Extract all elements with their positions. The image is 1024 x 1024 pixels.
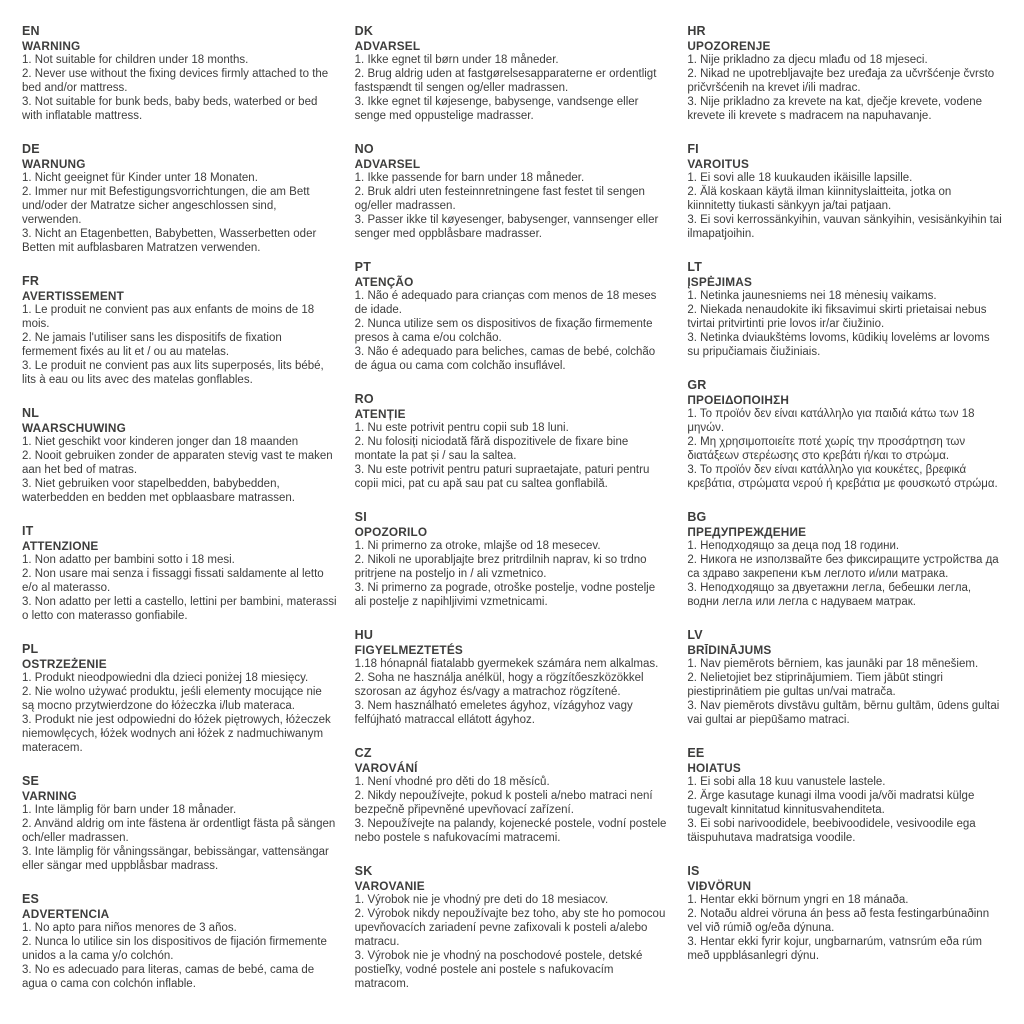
warning-item: 3. Výrobok nie je vhodný na poschodové postele, detské postieľky, vodné postele ani postele s nafukovacím matracom. — [354, 950, 643, 990]
warning-item: 2. Soha ne használja anélkül, hogy a rögzítőeszközökkel szorosan az ágyhoz és/vagy a matrachoz rögzítené. — [354, 672, 644, 698]
warning-item: 2. Ne jamais l'utiliser sans les dispositifs de fixation fermement fixés au lit et / ou au matelas. — [22, 332, 282, 358]
language-code: NO — [354, 142, 374, 156]
warning-item: 2. Nikdy nepoužívejte, pokud k posteli a/nebo matraci není bezpečně připevněné upevňovací zařízení. — [354, 790, 653, 816]
language-section-pt — [355, 260, 670, 373]
language-section-ro — [355, 392, 670, 491]
warning-title: ATTENZIONE — [22, 539, 99, 553]
warning-title: WARNUNG — [22, 157, 86, 171]
warning-title: ATENÇÃO — [354, 275, 414, 289]
language-section-es — [22, 892, 337, 991]
warning-item: 2. Μη χρησιμοποιείτε ποτέ χωρίς την προσάρτηση των διατάξεων στερέωσης στο κρεβάτι ή/και το στρώμα. — [687, 436, 966, 462]
warning-item: 1. Non adatto per bambini sotto i 18 mesi. — [22, 554, 235, 566]
language-code: NL — [22, 406, 40, 420]
warning-title: VAROVANIE — [354, 879, 425, 893]
language-code: IS — [687, 864, 700, 878]
language-section-en — [22, 24, 337, 123]
warning-title: FIGYELMEZTETÉS — [354, 643, 463, 657]
warning-item: 1. Ei sobi alla 18 kuu vanustele lastele. — [687, 776, 886, 788]
warning-title: VARNING — [22, 789, 77, 803]
warning-item: 1. Ei sovi alle 18 kuukauden ikäisille lapsille. — [687, 172, 913, 184]
language-code: LT — [687, 260, 703, 274]
language-section-si — [355, 510, 670, 609]
warning-item: 2. Nu folosiți niciodată fără dispozitivele de fixare bine montate la pat și / sau la saltea. — [354, 436, 629, 462]
warning-item: 3. No es adecuado para literas, camas de bebé, cama de agua o cama con colchón inflable. — [22, 964, 315, 990]
language-section-ee — [687, 746, 1002, 845]
language-section-cz — [355, 746, 670, 845]
language-section-it — [22, 524, 337, 623]
warning-title: ADVERTENCIA — [22, 907, 110, 921]
warning-item: 1. Hentar ekki börnum yngri en 18 mánaða. — [687, 894, 909, 906]
warning-item: 2. Nunca lo utilice sin los dispositivos de fijación firmemente unidos a la cama y/o colchón. — [22, 936, 327, 962]
warning-item: 1. Το προϊόν δεν είναι κατάλληλο για παιδιά κάτω των 18 μηνών. — [687, 408, 975, 434]
warning-item: 2. Nikoli ne uporabljajte brez pritrdilnih naprav, ki so trdno pritrjene na posteljo in / ali vzmetnico. — [354, 554, 647, 580]
language-code: LV — [687, 628, 703, 642]
warning-item: 1. Ikke passende for barn under 18 måneder. — [354, 172, 585, 184]
warning-title: ADVARSEL — [354, 157, 421, 171]
warning-item: 2. Nie wolno używać produktu, jeśli elementy mocujące nie są mocno przytwierdzone do łóżeczka i/lub materaca. — [22, 686, 322, 712]
language-code: EN — [22, 24, 40, 38]
column-1 — [22, 24, 337, 1010]
warning-item: 3. Ni primerno za pograde, otroške postelje, vodne postelje ali postelje z napihljivimi vzmetnicami. — [354, 582, 656, 608]
language-section-de — [22, 142, 337, 255]
warning-title: BRĪDINĀJUMS — [687, 643, 772, 657]
warning-item: 3. Hentar ekki fyrir kojur, ungbarnarúm, vatnsrúm eða rúm með uppblásanlegri dýnu. — [687, 936, 982, 962]
warning-item: 1.18 hónapnál fiatalabb gyermekek számára nem alkalmas. — [354, 658, 659, 670]
warning-title: ĮSPĖJIMAS — [687, 275, 753, 289]
warning-title: OPOZORILO — [354, 525, 428, 539]
warning-item: 3. Ikke egnet til køjesenge, babysenge, vandsenge eller senge med oppustelige madrasser. — [354, 96, 639, 122]
warning-item: 3. Le produit ne convient pas aux lits superposés, lits bébé, lits à eau ou lits avec des matelas gonflables. — [22, 360, 324, 386]
language-code: IT — [22, 524, 34, 538]
warning-item: 3. Nije prikladno za krevete na kat, dječje krevete, vodene krevete ili krevete s madracem na napuhavanje. — [687, 96, 983, 122]
language-code: FR — [22, 274, 40, 288]
warning-item: 3. Nav piemērots divstāvu gultām, bērnu gultām, ūdens gultai vai gultai ar piepūšamo matraci. — [687, 700, 1000, 726]
language-code: SK — [354, 864, 373, 878]
language-section-fi — [687, 142, 1002, 241]
column-3 — [687, 24, 1002, 982]
language-section-is — [687, 864, 1002, 963]
warning-title: HOIATUS — [687, 761, 741, 775]
language-section-dk — [355, 24, 670, 123]
language-code: SE — [22, 774, 40, 788]
warning-title: UPOZORENJE — [687, 39, 771, 53]
warning-item: 2. Never use without the fixing devices firmly attached to the bed and/or mattress. — [22, 68, 329, 94]
warning-item: 1. Nije prikladno za djecu mlađu od 18 mjeseci. — [687, 54, 928, 66]
warning-item: 1. Ni primerno za otroke, mlajše od 18 mesecev. — [354, 540, 601, 552]
language-section-hr — [687, 24, 1002, 123]
warning-item: 2. Bruk aldri uten festeinnretningene fast festet til sengen og/eller madrassen. — [354, 186, 645, 212]
language-code: FI — [687, 142, 699, 156]
warning-item: 3. Неподходящо за двуетажни легла, бебешки легла, водни легла или легла с надуваем матрак. — [687, 582, 972, 608]
language-code: ES — [22, 892, 40, 906]
warning-item: 3. Nepoužívejte na palandy, kojenecké postele, vodní postele nebo postele s nafukovacími matracemi. — [354, 818, 667, 844]
warning-item: 2. Nooit gebruiken zonder de apparaten stevig vast te maken aan het bed of matras. — [22, 450, 333, 476]
warning-item: 2. Niekada nenaudokite iki fiksavimui skirti prietaisai nebus tvirtai pritvirtinti prie lovos ir/ar čiužinio. — [687, 304, 987, 330]
warning-item: 1. Niet geschikt voor kinderen jonger dan 18 maanden — [22, 436, 299, 448]
warning-title: ПРЕДУПРЕЖДЕНИЕ — [687, 525, 807, 539]
warning-item: 3. Ei sobi narivoodidele, beebivoodidele, vesivoodile ega täispuhutava madratsiga voodile. — [687, 818, 976, 844]
warning-item: 3. Netinka dviaukštėms lovoms, kūdikių lovelėms ar lovoms su pripučiamais čiužiniais. — [687, 332, 990, 358]
warning-item: 2. Notaðu aldrei vöruna án þess að festa festingarbúnaðinn vel við rúmið og/eða dýnuna. — [687, 908, 990, 934]
warning-item: 1. Výrobok nie je vhodný pre deti do 18 mesiacov. — [354, 894, 609, 906]
warning-title: ADVARSEL — [354, 39, 421, 53]
warning-item: 1. Není vhodné pro děti do 18 měsíců. — [354, 776, 550, 788]
warning-item: 1. No apto para niños menores de 3 años. — [22, 922, 237, 934]
language-code: RO — [354, 392, 374, 406]
language-code: BG — [687, 510, 707, 524]
warning-item: 1. Nicht geeignet für Kinder unter 18 Monaten. — [22, 172, 258, 184]
language-section-gr — [687, 378, 1002, 491]
warning-title: AVERTISSEMENT — [22, 289, 125, 303]
warning-item: 1. Le produit ne convient pas aux enfants de moins de 18 mois. — [22, 304, 315, 330]
warning-item: 1. Not suitable for children under 18 months. — [22, 54, 249, 66]
warning-item: 2. Älä koskaan käytä ilman kiinnityslaitteita, jotka on kiinnitetty tiukasti sänkyyn ja/tai patjaan. — [687, 186, 952, 212]
language-section-no — [355, 142, 670, 241]
warning-title: OSTRZEŻENIE — [22, 657, 107, 671]
language-section-sk — [355, 864, 670, 991]
warning-item: 3. Το προϊόν δεν είναι κατάλληλο για κουκέτες, βρεφικά κρεβάτια, στρώματα νερού ή κρεβάτια με φουσκωτό στρώμα. — [687, 464, 998, 490]
language-code: DE — [22, 142, 40, 156]
language-section-lt — [687, 260, 1002, 359]
warning-item: 2. Nikad ne upotrebljavajte bez uređaja za učvršćenje čvrsto pričvršćenih na krevet i/ili madrac. — [687, 68, 995, 94]
warning-title: WARNING — [22, 39, 81, 53]
warning-item: 3. Nu este potrivit pentru paturi supraetajate, paturi pentru copii mici, pat cu apă sau pat cu saltea gonflabilă. — [354, 464, 650, 490]
warning-title: VAROITUS — [687, 157, 750, 171]
warning-item: 2. Nunca utilize sem os dispositivos de fixação firmemente presos à cama e/ou colchão. — [354, 318, 653, 344]
warning-item: 2. Ärge kasutage kunagi ilma voodi ja/või madratsi külge tugevalt kinnitatud kinnitusvahenditeta. — [687, 790, 975, 816]
warning-item: 1. Ikke egnet til børn under 18 måneder. — [354, 54, 559, 66]
language-code: GR — [687, 378, 707, 392]
warning-item: 3. Non adatto per letti a castello, lettini per bambini, materassi o letto con materasso gonfiabile. — [22, 596, 337, 622]
warning-item: 3. Produkt nie jest odpowiedni do łóżek piętrowych, łóżeczek niemowlęcych, łóżek wodnych ani łóżek z nadmuchiwanym materacem. — [22, 714, 331, 754]
language-code: PT — [354, 260, 372, 274]
warning-item: 1. Netinka jaunesniems nei 18 mėnesių vaikams. — [687, 290, 937, 302]
column-2 — [355, 24, 670, 1010]
language-code: EE — [687, 746, 705, 760]
language-code: PL — [22, 642, 39, 656]
language-code: HR — [687, 24, 706, 38]
warning-item: 3. Nem használható emeletes ágyhoz, vízágyhoz vagy felfújható matraccal ellátott ágyhoz. — [354, 700, 633, 726]
warning-item: 3. Passer ikke til køyesenger, babysenger, vannsenger eller senger med oppblåsbare madrasser. — [354, 214, 659, 240]
language-code: SI — [354, 510, 367, 524]
warning-item: 1. Неподходящо за деца под 18 години. — [687, 540, 900, 552]
warning-title: ATENȚIE — [354, 407, 406, 421]
warning-item: 2. Non usare mai senza i fissaggi fissati saldamente al letto e/o al materasso. — [22, 568, 324, 594]
warning-item: 3. Ei sovi kerrossänkyihin, vauvan sänkyihin, vesisänkyihin tai ilmapatjoihin. — [687, 214, 1002, 240]
warning-item: 3. Niet gebruiken voor stapelbedden, babybedden, waterbedden en bedden met opblaasbare matrassen. — [22, 478, 295, 504]
warning-item: 1. Inte lämplig för barn under 18 månader. — [22, 804, 237, 816]
language-section-lv — [687, 628, 1002, 727]
warning-item: 1. Não é adequado para crianças com menos de 18 meses de idade. — [354, 290, 657, 316]
warning-title: VIÐVÖRUN — [687, 879, 752, 893]
warning-title: WAARSCHUWING — [22, 421, 126, 435]
warning-item: 2. Nelietojiet bez stiprinājumiem. Tiem jābūt stingri piestiprinātiem pie gultas un/vai matrača. — [687, 672, 943, 698]
warning-item: 2. Använd aldrig om inte fästena är ordentligt fästa på sängen och/eller madrassen. — [22, 818, 336, 844]
warning-title: ΠΡΟΕΙΔΟΠΟΙΗΣΗ — [687, 393, 790, 407]
language-section-se — [22, 774, 337, 873]
language-section-bg — [687, 510, 1002, 609]
language-code: HU — [354, 628, 374, 642]
language-section-nl — [22, 406, 337, 505]
language-section-fr — [22, 274, 337, 387]
language-section-pl — [22, 642, 337, 755]
warning-item: 2. Brug aldrig uden at fastgørelsesapparaterne er ordentligt fastspændt til sengen og/eller madrassen. — [354, 68, 657, 94]
warning-item: 1. Nav piemērots bērniem, kas jaunāki par 18 mēnešiem. — [687, 658, 979, 670]
warning-item: 3. Inte lämplig för våningssängar, bebissängar, vattensängar eller sängar med uppblåsbar madrass. — [22, 846, 329, 872]
warning-item: 2. Никога не използвайте без фиксиращите устройства да са здраво закрепени към леглото и/или матрака. — [687, 554, 999, 580]
warning-item: 1. Nu este potrivit pentru copii sub 18 luni. — [354, 422, 569, 434]
warning-item: 2. Výrobok nikdy nepoužívajte bez toho, aby ste ho pomocou upevňovacích zariadení pevne zafixovali k posteli a/alebo matracu. — [354, 908, 666, 948]
warning-item: 3. Não é adequado para beliches, camas de bebé, colchão de água ou cama com colchão insuflável. — [354, 346, 656, 372]
language-section-hu — [355, 628, 670, 727]
warning-item: 1. Produkt nieodpowiedni dla dzieci poniżej 18 miesięcy. — [22, 672, 309, 684]
warning-item: 3. Nicht an Etagenbetten, Babybetten, Wasserbetten oder Betten mit aufblasbaren Matratzen verwenden. — [22, 228, 317, 254]
language-code: CZ — [354, 746, 372, 760]
warning-item: 3. Not suitable for bunk beds, baby beds, waterbed or bed with inflatable mattress. — [22, 96, 318, 122]
language-code: DK — [354, 24, 374, 38]
warning-title: VAROVÁNÍ — [354, 761, 418, 775]
warning-item: 2. Immer nur mit Befestigungsvorrichtungen, die am Bett und/oder der Matratze sicher angeschlossen sind, verwenden. — [22, 186, 310, 226]
